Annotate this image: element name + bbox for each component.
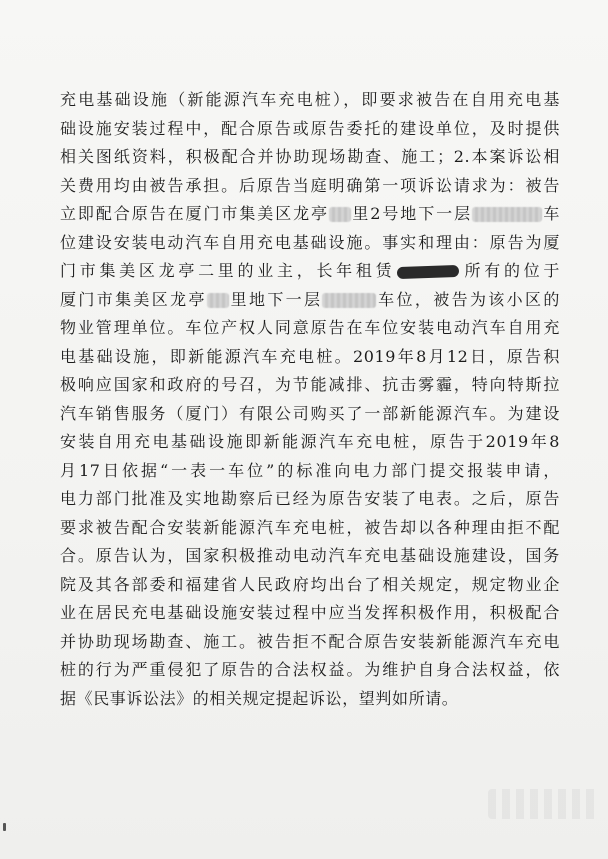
text-line	[60, 685, 560, 714]
text-segment: 里地下一层	[228, 289, 323, 309]
redacted-text	[207, 293, 229, 308]
text-line	[60, 86, 560, 115]
text-segment: 院及其各部委和福建省人民政府均出台了相关规定，规定物业企	[60, 574, 560, 594]
redacted-text	[472, 207, 542, 222]
text-line	[60, 457, 560, 486]
text-line	[60, 229, 560, 258]
text-segment: 要求被告配合安装新能源汽车充电桩，被告却以各种理由拒不配	[60, 517, 560, 537]
text-segment: 位建设安装电动汽车自用充电基础设施。事实和理由：原告为厦	[60, 232, 560, 252]
text-line	[60, 200, 560, 229]
text-segment: 电基础设施，即新能源汽车充电桩。2019年8月12日，原告积	[60, 346, 560, 366]
text-segment: 月17日依据“一表一车位”的标准向电力部门提交报装申请，	[60, 460, 560, 480]
text-segment: 并协助现场勘查、施工。被告拒不配合原告安装新能源汽车充电	[60, 631, 560, 651]
text-line	[60, 286, 560, 315]
text-segment: 础设施安装过程中，配合原告或原告委托的建设单位，及时提供	[60, 118, 560, 138]
text-line	[60, 314, 560, 343]
text-segment: 车位，被告为该小区的	[376, 289, 560, 309]
text-segment: 汽车销售服务（厦门）有限公司购买了一部新能源汽车。为建设	[60, 403, 560, 423]
text-line	[60, 257, 560, 286]
text-line	[60, 172, 560, 201]
text-segment: 极响应国家和政府的号召，为节能减排、抗击雾霾，特向特斯拉	[60, 375, 560, 394]
text-segment: 相关图纸资料，积极配合并协助现场勘查、施工；2.本案诉讼相	[60, 147, 560, 166]
text-line	[60, 371, 560, 400]
text-line	[60, 343, 560, 372]
text-line	[60, 143, 560, 172]
text-line	[60, 571, 560, 600]
text-line	[60, 485, 560, 514]
scan-edge-mark	[3, 823, 6, 831]
text-segment: 里2号地下一层	[351, 204, 473, 223]
judgment-text	[60, 86, 560, 713]
text-line	[60, 428, 560, 457]
redaction-scribble	[397, 264, 459, 278]
text-segment: 桩的行为严重侵犯了原告的合法权益。为维护自身合法权益，依	[60, 660, 560, 679]
redacted-text	[329, 207, 351, 222]
text-segment: 立即配合原告在厦门市集美区龙亭	[60, 204, 329, 223]
text-segment: 据《民事诉讼法》的相关规定提起诉讼，望判如所请。	[60, 688, 459, 708]
text-segment: 物业管理单位。车位产权人同意原告在车位安装电动汽车自用充	[60, 318, 560, 337]
text-line	[60, 599, 560, 628]
text-segment: 合。原告认为，国家积极推动电动汽车充电基础设施建设，国务	[60, 546, 560, 565]
text-segment: 车	[542, 204, 560, 223]
text-segment: 充电基础设施（新能源汽车充电桩），即要求被告在自用充电基	[60, 90, 560, 109]
text-segment: 电力部门批准及实地勘察后已经为原告安装了电表。之后，原告	[60, 489, 560, 508]
text-segment: 业在居民充电基础设施安装过程中应当发挥积极作用，积极配合	[60, 603, 560, 622]
text-segment: 关费用均由被告承担。后原告当庭明确第一项诉讼请求为：被告	[60, 175, 560, 195]
text-line	[60, 656, 560, 685]
text-segment: 门市集美区龙亭二里的业主，长年租赁	[60, 261, 396, 280]
text-line	[60, 542, 560, 571]
text-segment: 厦门市集美区龙亭	[60, 289, 207, 309]
text-segment: 所有的位于	[461, 261, 560, 280]
text-segment: 安装自用充电基础设施即新能源汽车充电桩，原告于2019年8	[60, 432, 560, 451]
redacted-text	[322, 293, 376, 308]
text-line	[60, 115, 560, 144]
faint-stamp-mark	[488, 789, 598, 819]
text-line	[60, 628, 560, 657]
text-line	[60, 514, 560, 543]
text-line	[60, 400, 560, 429]
